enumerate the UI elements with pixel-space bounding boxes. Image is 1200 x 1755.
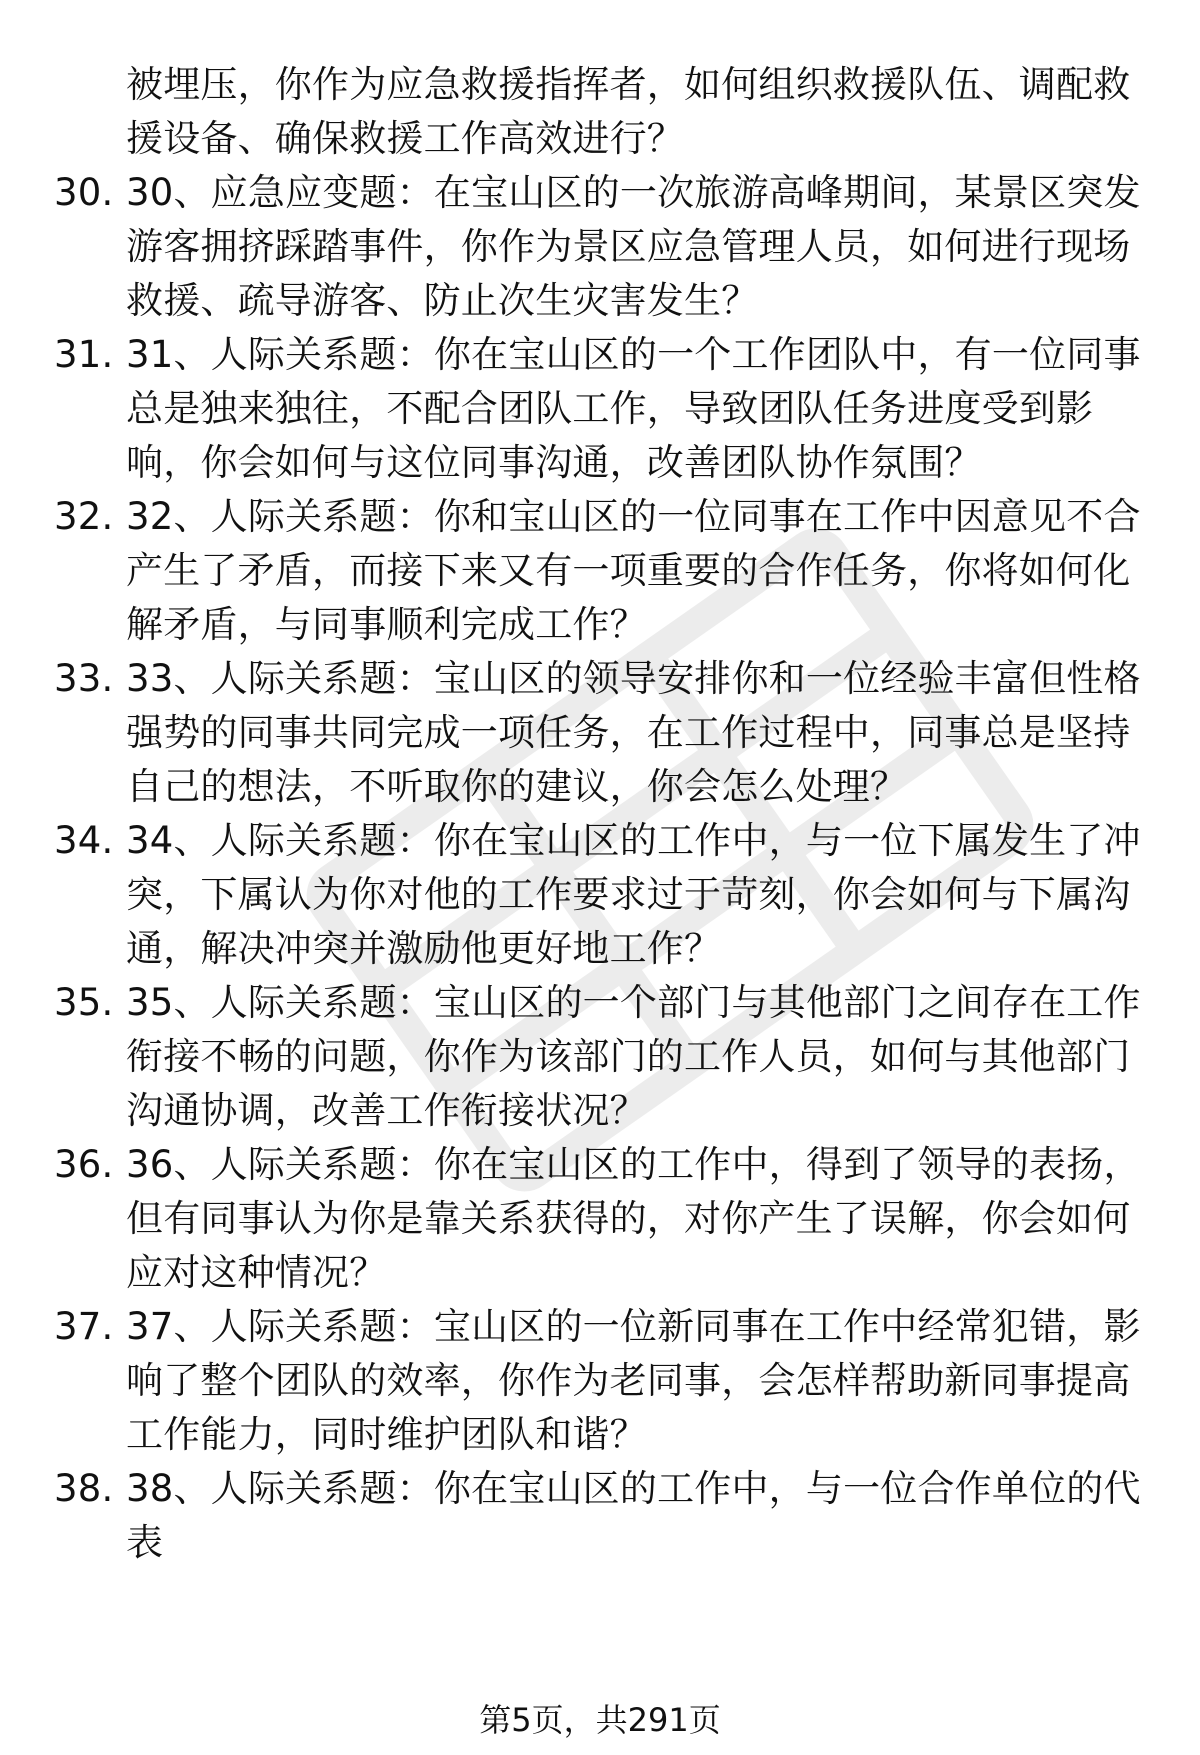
item-text: 34、人际关系题：你在宝山区的工作中，与一位下属发生了冲突，下属认为你对他的工作要求过于苛刻，你会如何与下属沟通，解决冲突并激励他更好地工作？ [126,819,1141,970]
item-text: 33、人际关系题：宝山区的领导安排你和一位经验丰富但性格强势的同事共同完成一项任务，在工作过程中，同事总是坚持自己的想法，不听取你的建议，你会怎么处理？ [126,657,1141,808]
item-text: 38、人际关系题：你在宝山区的工作中，与一位合作单位的代表 [126,1467,1141,1564]
item-number: 31. [54,333,114,376]
item-number: 35. [54,981,114,1024]
item-text: 32、人际关系题：你和宝山区的一位同事在工作中因意见不合产生了矛盾，而接下来又有一项重要的合作任务，你将如何化解矛盾，与同事顺利完成工作？ [126,495,1141,646]
item-text: 37、人际关系题：宝山区的一位新同事在工作中经常犯错，影响了整个团队的效率，你作为老同事，会怎样帮助新同事提高工作能力，同时维护团队和谐？ [126,1305,1141,1456]
list-item [54,976,1150,1138]
list-item [54,1138,1150,1300]
item-number: 36. [54,1143,114,1186]
list-item [54,652,1150,814]
list-item [54,490,1150,652]
item-text: 30、应急应变题：在宝山区的一次旅游高峰期间，某景区突发游客拥挤踩踏事件，你作为景区应急管理人员，如何进行现场救援、疏导游客、防止次生灾害发生？ [126,171,1141,322]
list-item [54,1300,1150,1462]
list-item [54,328,1150,490]
item-number: 30. [54,171,114,214]
list-item [54,1462,1150,1570]
page-footer: 第5页，共291页 [479,1701,721,1739]
item-number: 33. [54,657,114,700]
item-text: 36、人际关系题：你在宝山区的工作中，得到了领导的表扬，但有同事认为你是靠关系获得的，对你产生了误解，你会如何应对这种情况？ [126,1143,1141,1294]
item-number: 34. [54,819,114,862]
list-item [54,166,1150,328]
item-number: 32. [54,495,114,538]
item-text: 31、人际关系题：你在宝山区的一个工作团队中，有一位同事总是独来独往，不配合团队工作，导致团队任务进度受到影响，你会如何与这位同事沟通，改善团队协作氛围？ [126,333,1141,484]
item-number: 37. [54,1305,114,1348]
item-number: 38. [54,1467,114,1510]
item-text: 35、人际关系题：宝山区的一个部门与其他部门之间存在工作衔接不畅的问题，你作为该部门的工作人员，如何与其他部门沟通协调，改善工作衔接状况？ [126,981,1141,1132]
continued-question-text: 被埋压，你作为应急救援指挥者，如何组织救援队伍、调配救援设备、确保救援工作高效进行？ [126,63,1131,160]
list-item [54,814,1150,976]
